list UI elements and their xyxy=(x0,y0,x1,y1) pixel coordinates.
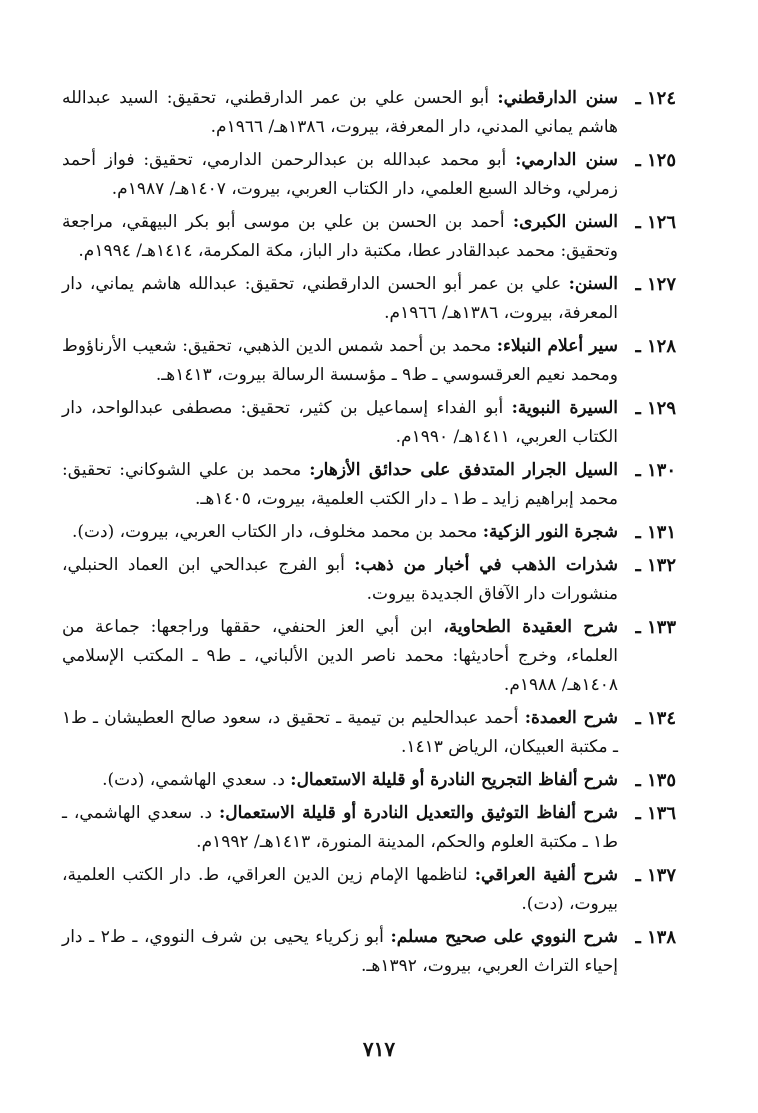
entry-details: أحمد عبدالحليم بن تيمية ـ تحقيق د، سعود صالح العطيشان ـ ط١ ـ مكتبة العبيكان، الرياض ١٤١٣. xyxy=(62,708,618,757)
entry-number: ١٣١ ـ xyxy=(635,522,676,543)
entry-number: ١٣٤ ـ xyxy=(635,708,676,729)
entry-number: ١٣٣ ـ xyxy=(635,617,676,638)
entry-number: ١٢٦ ـ xyxy=(635,212,676,233)
entry-title: شرح ألفاظ التجريح النادرة أو قليلة الاستعمال: xyxy=(290,770,618,790)
entry-number: ١٣٧ ـ xyxy=(635,865,676,886)
entry-number: ١٢٤ ـ xyxy=(635,88,676,109)
entry-details: د. سعدي الهاشمي، ـ ط١ ـ مكتبة العلوم والحكم، المدينة المنورة، ١٤١٣هـ/ ١٩٩٢م. xyxy=(62,803,618,852)
entry-details: لناظمها الإمام زين الدين العراقي، ط. دار الكتب العلمية، بيروت، (دت). xyxy=(62,865,618,914)
entry-number: ١٢٥ ـ xyxy=(635,150,676,171)
bibliography-entry xyxy=(62,551,676,609)
entry-details: أبو الفداء إسماعيل بن كثير، تحقيق: مصطفى عبدالواحد، دار الكتاب العربي، ١٤١١هـ/ ١٩٩٠م. xyxy=(62,398,618,447)
bibliography-entry xyxy=(62,923,676,981)
entry-number: ١٣٢ ـ xyxy=(635,555,676,576)
entry-body xyxy=(62,766,618,795)
bibliography-entry xyxy=(62,332,676,390)
page-number: ٧١٧ xyxy=(362,1037,396,1061)
entry-details: أبو الحسن علي بن عمر الدارقطني، تحقيق: السيد عبدالله هاشم يماني المدني، دار المعرفة، بيروت، ١٣٨٦هـ/ ١٩٦٦م. xyxy=(62,88,618,137)
entry-body xyxy=(62,551,618,609)
entry-title: السنن الكبرى: xyxy=(512,212,619,232)
entry-body xyxy=(62,613,618,700)
entry-number: ١٣٦ ـ xyxy=(635,803,676,824)
entry-title: شرح ألفية العراقي: xyxy=(474,865,618,885)
entry-number: ١٢٨ ـ xyxy=(635,336,676,357)
entry-title: سنن الدارقطني: xyxy=(497,88,619,108)
entry-details: أبو الفرج عبدالحي ابن العماد الحنبلي، منشورات دار الآفاق الجديدة بيروت. xyxy=(62,555,618,604)
entry-number: ١٢٩ ـ xyxy=(635,398,676,419)
entry-number: ١٣٠ ـ xyxy=(635,460,676,481)
entry-number: ١٢٧ ـ xyxy=(635,274,676,295)
entry-body xyxy=(62,146,618,204)
entry-title: شرح العقيدة الطحاوية، xyxy=(443,617,618,637)
entry-details: محمد بن علي الشوكاني: تحقيق: محمد إبراهيم زايد ـ ط١ ـ دار الكتب العلمية، بيروت، ١٤٠٥هـ. xyxy=(62,460,618,509)
entry-body xyxy=(62,799,618,857)
entry-title: شجرة النور الزكية: xyxy=(482,522,618,542)
entry-title: شرح النووي على صحيح مسلم: xyxy=(390,927,619,947)
entry-body xyxy=(62,861,618,919)
entry-body xyxy=(62,332,618,390)
entry-body xyxy=(62,456,618,514)
bibliography-entry xyxy=(62,84,676,142)
bibliography-entry xyxy=(62,456,676,514)
bibliography-entry xyxy=(62,766,676,795)
entry-body xyxy=(62,270,618,328)
entry-body xyxy=(62,923,618,981)
entry-details: محمد بن أحمد شمس الدين الذهبي، تحقيق: شعيب الأرناؤوط ومحمد نعيم العرقسوسي ـ ط٩ ـ مؤسسة الرسالة بيروت، ١٤١٣هـ. xyxy=(62,336,618,385)
bibliography-entry xyxy=(62,861,676,919)
entry-details: محمد بن محمد مخلوف، دار الكتاب العربي، بيروت، (دت). xyxy=(72,522,478,542)
bibliography-entry xyxy=(62,518,676,547)
entry-body xyxy=(62,84,618,142)
entry-details: أحمد بن الحسن بن علي بن موسى أبو بكر البيهقي، مراجعة وتحقيق: محمد عبدالقادر عطا، مكتبة دار الباز، مكة المكرمة، ١٤١٤هـ/ ١٩٩٤م. xyxy=(62,212,618,261)
entry-details: أبو زكرياء يحيى بن شرف النووي، ـ ط٢ ـ دار إحياء التراث العربي، بيروت، ١٣٩٢هـ. xyxy=(62,927,618,976)
bibliography-entry xyxy=(62,270,676,328)
bibliography-entry xyxy=(62,704,676,762)
entry-title: السيرة النبوية: xyxy=(511,398,618,418)
bibliography-entry xyxy=(62,799,676,857)
bibliography-entry xyxy=(62,613,676,700)
entry-title: سير أعلام النبلاء: xyxy=(496,336,619,356)
entry-details: علي بن عمر أبو الحسن الدارقطني، تحقيق: عبدالله هاشم يماني، دار المعرفة، بيروت، ١٣٨٦هـ/ ١٩٦٦م. xyxy=(62,274,618,323)
entry-body xyxy=(62,518,618,547)
entry-title: شذرات الذهب في أخبار من ذهب: xyxy=(354,555,619,575)
entry-body xyxy=(62,394,618,452)
entry-title: السنن: xyxy=(568,274,618,294)
entry-title: سنن الدارمي: xyxy=(515,150,618,170)
entry-title: شرح ألفاظ التوثيق والتعديل النادرة أو قليلة الاستعمال: xyxy=(219,803,619,823)
bibliography-list xyxy=(62,84,676,985)
entry-details: أبو محمد عبدالله بن عبدالرحمن الدارمي، تحقيق: فواز أحمد زمرلي، وخالد السبع العلمي، دار الكتاب العربي، بيروت، ١٤٠٧هـ/ ١٩٨٧م. xyxy=(62,150,618,199)
entry-body xyxy=(62,704,618,762)
entry-title: السيل الجرار المتدفق على حدائق الأزهار: xyxy=(309,460,619,480)
bibliography-entry xyxy=(62,146,676,204)
entry-number: ١٣٥ ـ xyxy=(635,770,676,791)
entry-number: ١٣٨ ـ xyxy=(635,927,676,948)
entry-details: د. سعدي الهاشمي، (دت). xyxy=(102,770,285,790)
entry-title: شرح العمدة: xyxy=(524,708,618,728)
bibliography-entry xyxy=(62,394,676,452)
entry-details: ابن أبي العز الحنفي، حققها وراجعها: جماعة من العلماء، وخرج أحاديثها: محمد ناصر الدين الألباني، ـ ط٩ ـ المكتب الإسلامي ١٤٠٨هـ/ ١٩٨٨م. xyxy=(62,617,618,695)
bibliography-entry xyxy=(62,208,676,266)
entry-body xyxy=(62,208,618,266)
